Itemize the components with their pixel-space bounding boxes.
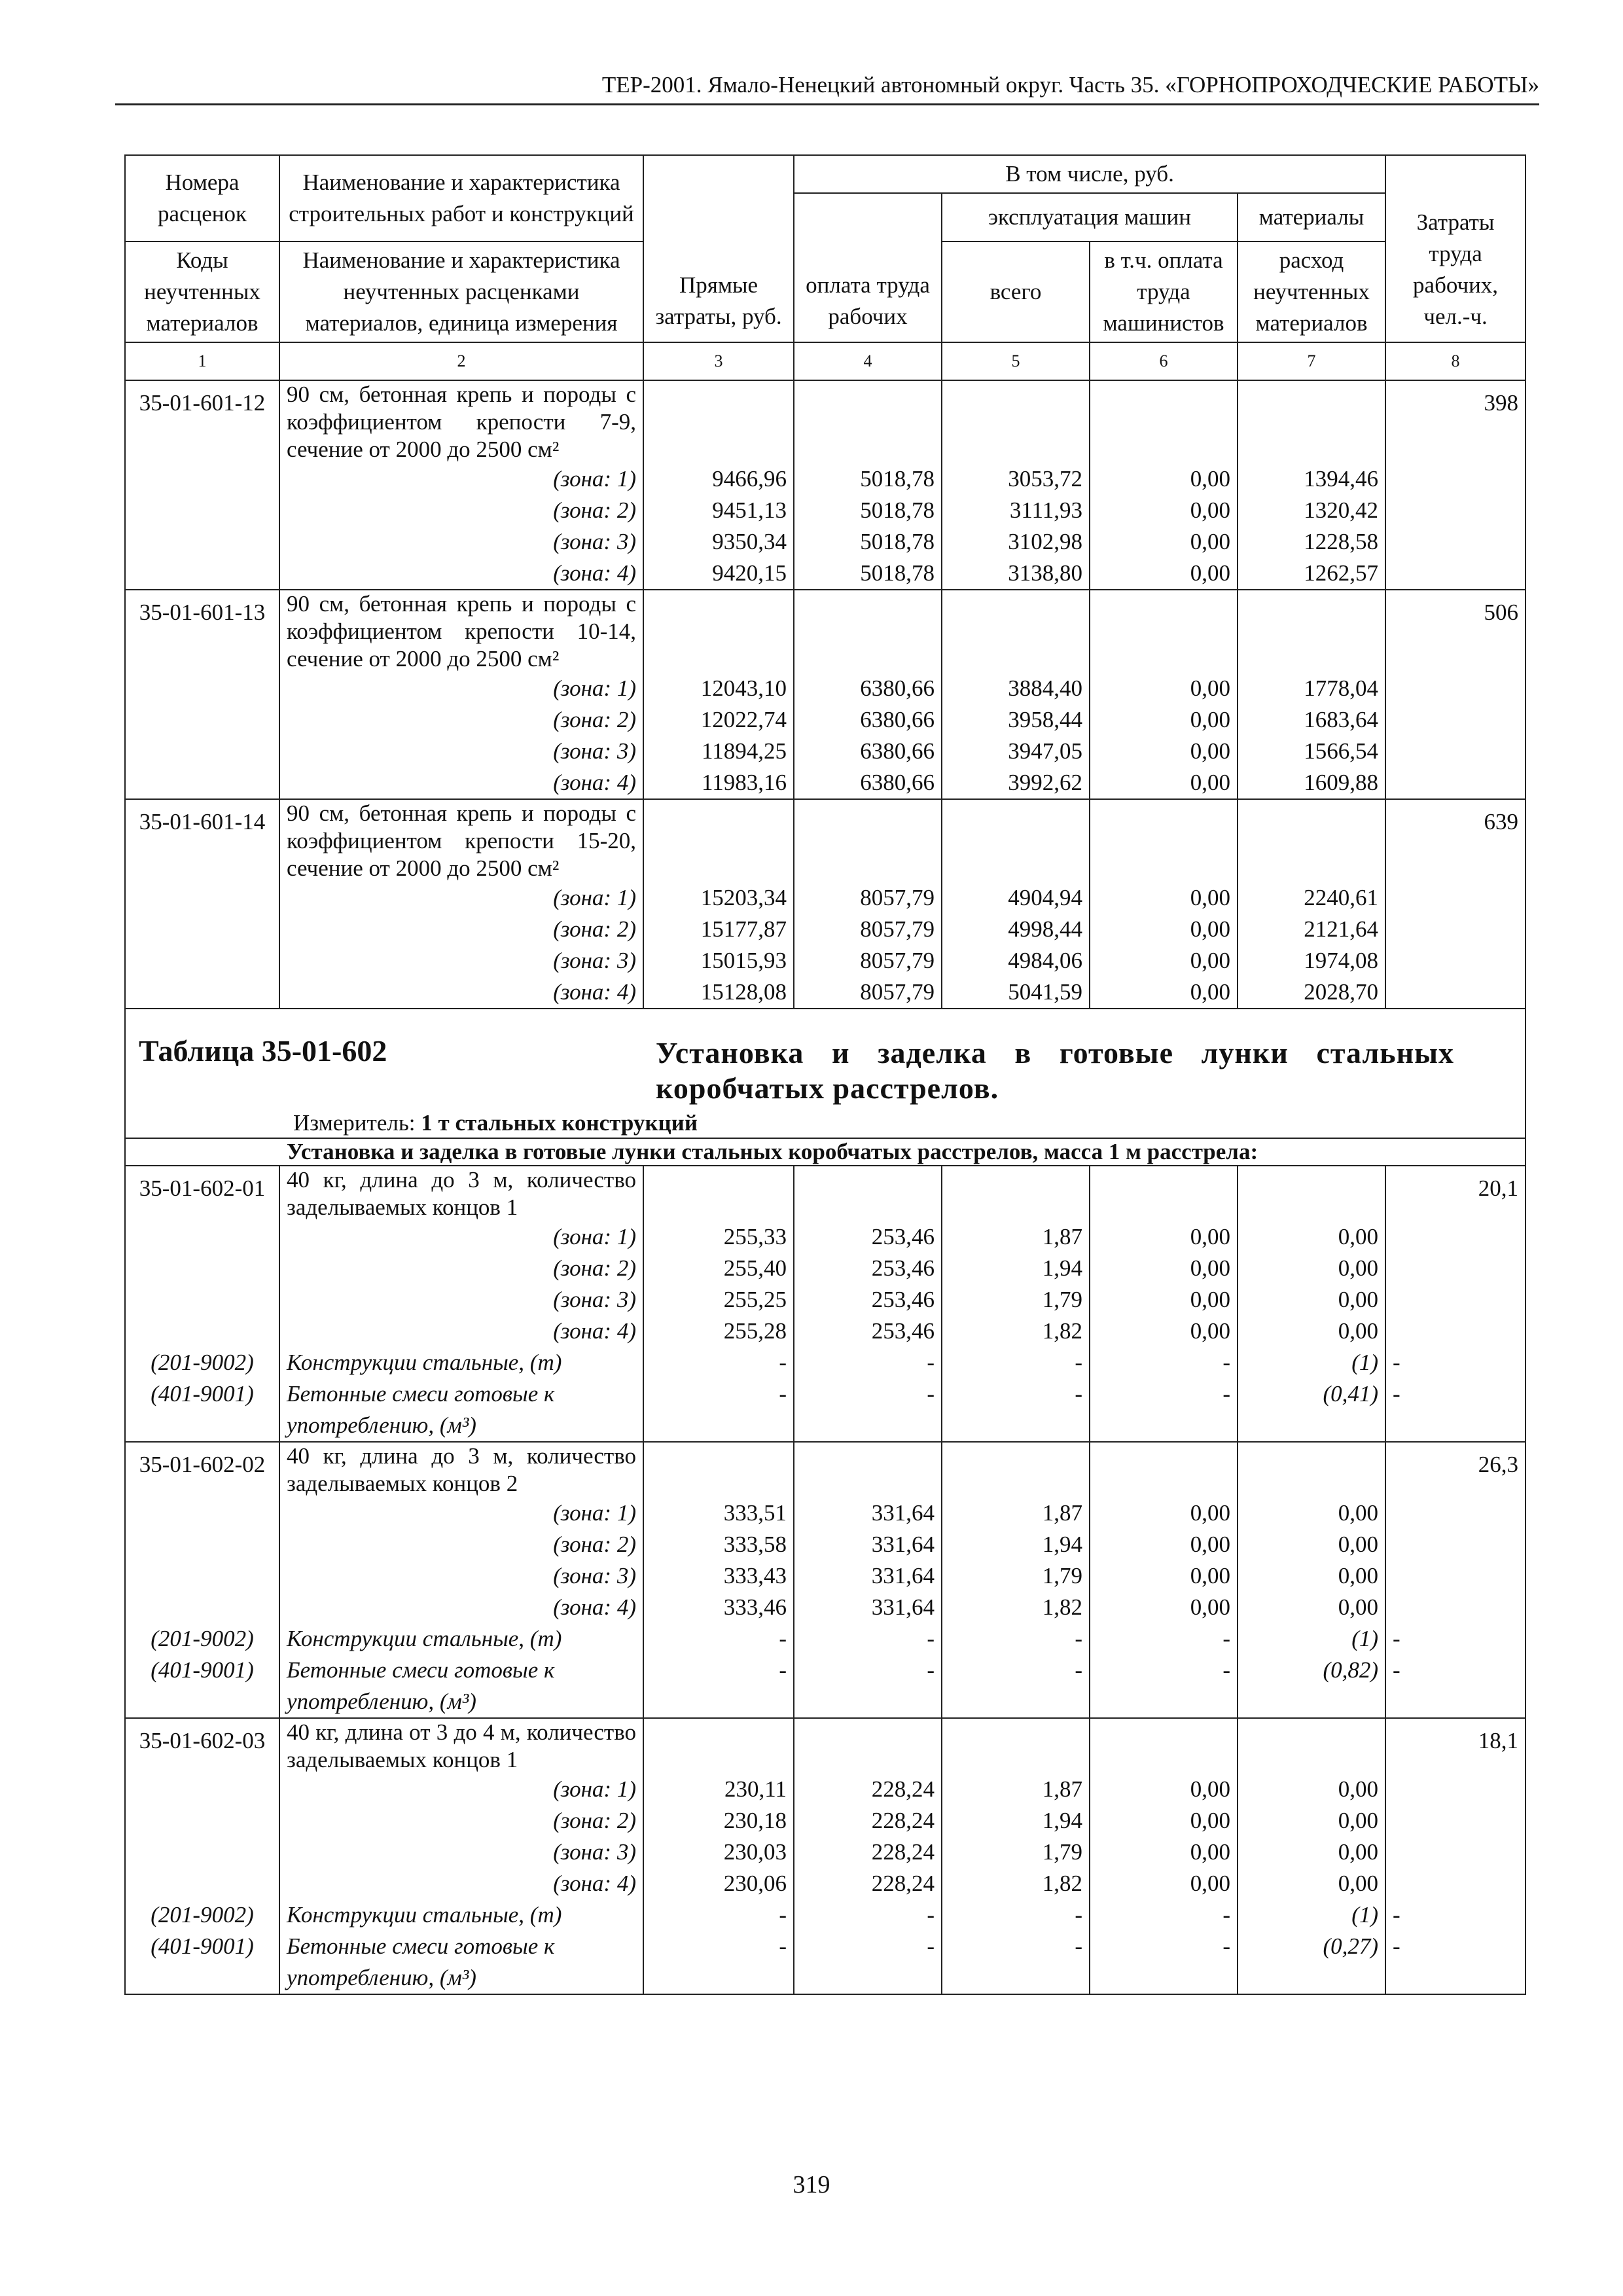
zone-row (125, 945, 1525, 977)
zone-row (125, 1221, 1525, 1253)
col-header-wages: оплата труда рабочих (794, 193, 942, 342)
value-cell: 5041,59 (942, 977, 1090, 1009)
resource-code: (201-9002) (125, 1623, 279, 1655)
resource-row (125, 1347, 1525, 1378)
zone-row (125, 1837, 1525, 1868)
zone-label: (зона: 3) (279, 1284, 643, 1316)
zone-label: (зона: 1) (279, 1774, 643, 1805)
rate-item (125, 380, 1525, 463)
value-cell: 333,51 (643, 1498, 794, 1529)
value-cell: 0,00 (1238, 1868, 1385, 1899)
rate-item (125, 590, 1525, 673)
rate-code: 35-01-601-14 (125, 799, 279, 882)
value-cell: 253,46 (794, 1221, 942, 1253)
value-cell: 1,87 (942, 1774, 1090, 1805)
value-cell: 0,00 (1238, 1498, 1385, 1529)
value-cell: 11894,25 (643, 736, 794, 767)
value-cell: 331,64 (794, 1529, 942, 1560)
zone-row (125, 558, 1525, 590)
zone-label: (зона: 1) (279, 882, 643, 914)
value-cell: 0,00 (1238, 1805, 1385, 1837)
zone-label: (зона: 4) (279, 1592, 643, 1623)
value-cell: 0,00 (1238, 1221, 1385, 1253)
resource-code: (201-9002) (125, 1347, 279, 1378)
value-cell: 3102,98 (942, 526, 1090, 558)
value-cell: 8057,79 (794, 914, 942, 945)
dash-cell: - (1385, 1378, 1525, 1442)
value-cell: 0,00 (1090, 882, 1238, 914)
resource-name: Конструкции стальные, (т) (279, 1347, 643, 1378)
value-cell: 0,00 (1238, 1774, 1385, 1805)
labor-cost: 506 (1385, 590, 1525, 673)
zone-row (125, 1316, 1525, 1347)
resource-row (125, 1655, 1525, 1718)
value-cell: 331,64 (794, 1592, 942, 1623)
resource-code: (401-9001) (125, 1378, 279, 1442)
page-number: 319 (793, 2171, 830, 2198)
value-cell: 9420,15 (643, 558, 794, 590)
dash-cell: - (942, 1623, 1090, 1655)
dash-cell: - (942, 1655, 1090, 1718)
dash-cell: - (794, 1378, 942, 1442)
zone-label: (зона: 3) (279, 1837, 643, 1868)
value-cell: 1683,64 (1238, 704, 1385, 736)
value-cell: 1566,54 (1238, 736, 1385, 767)
value-cell: 15203,34 (643, 882, 794, 914)
value-cell: 1974,08 (1238, 945, 1385, 977)
dash-cell: - (643, 1655, 794, 1718)
dash-cell: - (1385, 1347, 1525, 1378)
value-cell: 4904,94 (942, 882, 1090, 914)
dash-cell: - (1090, 1378, 1238, 1442)
zone-row (125, 1592, 1525, 1623)
col-header-direct-costs: Прямые затраты, руб. (643, 155, 794, 342)
value-cell: 0,00 (1238, 1253, 1385, 1284)
value-cell: 255,33 (643, 1221, 794, 1253)
resource-row (125, 1931, 1525, 1994)
table-title: Таблица 35-01-602 (139, 1034, 387, 1067)
resource-qty: (1) (1238, 1347, 1385, 1378)
dash-cell: - (794, 1623, 942, 1655)
value-cell: 0,00 (1090, 914, 1238, 945)
zone-label: (зона: 1) (279, 673, 643, 704)
value-cell: 230,06 (643, 1868, 794, 1899)
value-cell: 0,00 (1090, 1529, 1238, 1560)
dash-cell: - (942, 1931, 1090, 1994)
rate-code: 35-01-601-12 (125, 380, 279, 463)
value-cell: 2121,64 (1238, 914, 1385, 945)
labor-cost: 639 (1385, 799, 1525, 882)
dash-cell: - (1090, 1899, 1238, 1931)
dash-cell: - (643, 1378, 794, 1442)
value-cell: 3138,80 (942, 558, 1090, 590)
value-cell: 15128,08 (643, 977, 794, 1009)
value-cell: 1778,04 (1238, 673, 1385, 704)
dash-cell: - (1385, 1931, 1525, 1994)
col-number: 8 (1385, 342, 1525, 380)
resource-name: Бетонные смеси готовые к употреблению, (м³) (279, 1931, 643, 1994)
value-cell: 5018,78 (794, 526, 942, 558)
value-cell: 0,00 (1090, 1498, 1238, 1529)
zone-label: (зона: 4) (279, 767, 643, 799)
value-cell: 0,00 (1090, 673, 1238, 704)
rate-name: 90 см, бетонная крепь и породы с коэффициентом крепости 15-20, сечение от 2000 до 2500 см² (279, 799, 643, 882)
value-cell: 0,00 (1238, 1837, 1385, 1868)
value-cell: 333,58 (643, 1529, 794, 1560)
labor-cost: 398 (1385, 380, 1525, 463)
zone-row (125, 1253, 1525, 1284)
zone-row (125, 704, 1525, 736)
value-cell: 228,24 (794, 1837, 942, 1868)
zone-label: (зона: 4) (279, 977, 643, 1009)
rate-code: 35-01-602-02 (125, 1442, 279, 1498)
zone-label: (зона: 3) (279, 736, 643, 767)
value-cell: 1,87 (942, 1221, 1090, 1253)
zone-row (125, 495, 1525, 526)
resource-qty: (1) (1238, 1899, 1385, 1931)
value-cell: 331,64 (794, 1560, 942, 1592)
resource-code: (401-9001) (125, 1931, 279, 1994)
dash-cell: - (794, 1931, 942, 1994)
value-cell: 0,00 (1090, 1837, 1238, 1868)
zone-row (125, 1868, 1525, 1899)
col-header-machines-total: всего (942, 242, 1090, 342)
value-cell: 0,00 (1090, 1560, 1238, 1592)
measure-value: 1 т стальных конструкций (421, 1110, 698, 1136)
value-cell: 6380,66 (794, 704, 942, 736)
rates-table (124, 154, 1526, 1995)
value-cell: 15177,87 (643, 914, 794, 945)
value-cell: 1,79 (942, 1284, 1090, 1316)
dash-cell: - (942, 1347, 1090, 1378)
dash-cell: - (1385, 1623, 1525, 1655)
value-cell: 0,00 (1238, 1284, 1385, 1316)
col-header-material-use: расход неучтенных материалов (1238, 242, 1385, 342)
rate-name: 40 кг, длина до 3 м, количество заделываемых концов 1 (279, 1166, 643, 1221)
value-cell: 0,00 (1090, 526, 1238, 558)
value-cell: 12022,74 (643, 704, 794, 736)
zone-label: (зона: 2) (279, 1805, 643, 1837)
value-cell: 3992,62 (942, 767, 1090, 799)
value-cell: 1,82 (942, 1868, 1090, 1899)
value-cell: 1228,58 (1238, 526, 1385, 558)
value-cell: 1,79 (942, 1560, 1090, 1592)
value-cell: 0,00 (1090, 945, 1238, 977)
value-cell: 331,64 (794, 1498, 942, 1529)
value-cell: 228,24 (794, 1805, 942, 1837)
value-cell: 228,24 (794, 1774, 942, 1805)
value-cell: 0,00 (1090, 495, 1238, 526)
col-header-group: В том числе, руб. (794, 155, 1385, 193)
col-header-codes: Коды неучтенных материалов (125, 242, 279, 342)
value-cell: 333,46 (643, 1592, 794, 1623)
value-cell: 0,00 (1090, 1284, 1238, 1316)
zone-label: (зона: 4) (279, 1868, 643, 1899)
resource-code: (201-9002) (125, 1899, 279, 1931)
value-cell: 1,82 (942, 1316, 1090, 1347)
zone-row (125, 526, 1525, 558)
col-number: 3 (643, 342, 794, 380)
dash-cell: - (643, 1623, 794, 1655)
resource-qty: (0,27) (1238, 1931, 1385, 1994)
resource-code: (401-9001) (125, 1655, 279, 1718)
value-cell: 230,11 (643, 1774, 794, 1805)
value-cell: 0,00 (1090, 767, 1238, 799)
value-cell: 8057,79 (794, 945, 942, 977)
value-cell: 5018,78 (794, 558, 942, 590)
resource-name: Бетонные смеси готовые к употреблению, (м³) (279, 1378, 643, 1442)
value-cell: 5018,78 (794, 463, 942, 495)
zone-row (125, 1498, 1525, 1529)
col-number: 4 (794, 342, 942, 380)
value-cell: 333,43 (643, 1560, 794, 1592)
measure-label: Измеритель: (293, 1110, 416, 1136)
resource-row (125, 1623, 1525, 1655)
zone-row (125, 1560, 1525, 1592)
rate-name: 40 кг, длина до 3 м, количество заделываемых концов 2 (279, 1442, 643, 1498)
dash-cell: - (1090, 1347, 1238, 1378)
zone-label: (зона: 2) (279, 495, 643, 526)
zone-label: (зона: 2) (279, 1529, 643, 1560)
value-cell: 230,03 (643, 1837, 794, 1868)
zone-label: (зона: 3) (279, 945, 643, 977)
zone-row (125, 1529, 1525, 1560)
value-cell: 1609,88 (1238, 767, 1385, 799)
value-cell: 253,46 (794, 1284, 942, 1316)
zone-label: (зона: 2) (279, 1253, 643, 1284)
page-header: ТЕР-2001. Ямало-Ненецкий автономный округ. Часть 35. «ГОРНОПРОХОДЧЕСКИЕ РАБОТЫ» (601, 72, 1539, 98)
col-header-labor: Затраты труда рабочих, чел.-ч. (1385, 155, 1525, 342)
value-cell: 3111,93 (942, 495, 1090, 526)
col-header-materials-name: Наименование и характеристика неучтенных расценками материалов, единица измерения (279, 242, 643, 342)
value-cell: 255,28 (643, 1316, 794, 1347)
col-number: 5 (942, 342, 1090, 380)
value-cell: 2240,61 (1238, 882, 1385, 914)
labor-cost: 26,3 (1385, 1442, 1525, 1498)
zone-row (125, 977, 1525, 1009)
value-cell: 1,82 (942, 1592, 1090, 1623)
value-cell: 12043,10 (643, 673, 794, 704)
value-cell: 9350,34 (643, 526, 794, 558)
zone-label: (зона: 4) (279, 1316, 643, 1347)
dash-cell: - (1090, 1655, 1238, 1718)
value-cell: 0,00 (1090, 1316, 1238, 1347)
value-cell: 0,00 (1238, 1592, 1385, 1623)
value-cell: 3958,44 (942, 704, 1090, 736)
zone-row (125, 882, 1525, 914)
value-cell: 1320,42 (1238, 495, 1385, 526)
resource-qty: (0,82) (1238, 1655, 1385, 1718)
rate-code: 35-01-602-03 (125, 1718, 279, 1774)
zone-row (125, 736, 1525, 767)
value-cell: 9451,13 (643, 495, 794, 526)
resource-name: Бетонные смеси готовые к употреблению, (м³) (279, 1655, 643, 1718)
value-cell: 6380,66 (794, 673, 942, 704)
value-cell: 255,25 (643, 1284, 794, 1316)
col-number: 7 (1238, 342, 1385, 380)
resource-qty: (1) (1238, 1623, 1385, 1655)
rate-item (125, 1718, 1525, 1774)
resource-row (125, 1378, 1525, 1442)
header-rule (115, 103, 1539, 105)
value-cell: 1,94 (942, 1253, 1090, 1284)
value-cell: 253,46 (794, 1253, 942, 1284)
value-cell: 1262,57 (1238, 558, 1385, 590)
value-cell: 255,40 (643, 1253, 794, 1284)
value-cell: 0,00 (1090, 977, 1238, 1009)
value-cell: 0,00 (1090, 1774, 1238, 1805)
value-cell: 6380,66 (794, 736, 942, 767)
dash-cell: - (794, 1899, 942, 1931)
resource-name: Конструкции стальные, (т) (279, 1623, 643, 1655)
value-cell: 4998,44 (942, 914, 1090, 945)
rate-code: 35-01-602-01 (125, 1166, 279, 1221)
value-cell: 0,00 (1090, 1805, 1238, 1837)
zone-row (125, 1805, 1525, 1837)
value-cell: 3053,72 (942, 463, 1090, 495)
value-cell: 3947,05 (942, 736, 1090, 767)
zone-row (125, 463, 1525, 495)
dash-cell: - (942, 1899, 1090, 1931)
value-cell: 0,00 (1090, 1592, 1238, 1623)
resource-row (125, 1899, 1525, 1931)
value-cell: 0,00 (1090, 558, 1238, 590)
zone-label: (зона: 2) (279, 914, 643, 945)
value-cell: 1394,46 (1238, 463, 1385, 495)
value-cell: 0,00 (1090, 463, 1238, 495)
col-header-machines: эксплуатация машин (942, 193, 1238, 242)
value-cell: 6380,66 (794, 767, 942, 799)
value-cell: 8057,79 (794, 882, 942, 914)
resource-qty: (0,41) (1238, 1378, 1385, 1442)
value-cell: 253,46 (794, 1316, 942, 1347)
value-cell: 228,24 (794, 1868, 942, 1899)
value-cell: 15015,93 (643, 945, 794, 977)
section-heading: Установка и заделка в готовые лунки стальных коробчатых расстрелов, масса 1 м расстрела: (125, 1138, 1525, 1166)
col-number: 6 (1090, 342, 1238, 380)
dash-cell: - (1385, 1899, 1525, 1931)
value-cell: 1,79 (942, 1837, 1090, 1868)
value-cell: 9466,96 (643, 463, 794, 495)
dash-cell: - (643, 1931, 794, 1994)
value-cell: 0,00 (1238, 1316, 1385, 1347)
zone-row (125, 914, 1525, 945)
zone-label: (зона: 1) (279, 1221, 643, 1253)
value-cell: 5018,78 (794, 495, 942, 526)
value-cell: 11983,16 (643, 767, 794, 799)
labor-cost: 20,1 (1385, 1166, 1525, 1221)
col-number: 2 (279, 342, 643, 380)
value-cell: 0,00 (1090, 1868, 1238, 1899)
col-header-materials: материалы (1238, 193, 1385, 242)
zone-row (125, 1774, 1525, 1805)
zone-label: (зона: 2) (279, 704, 643, 736)
zone-label: (зона: 1) (279, 463, 643, 495)
dash-cell: - (643, 1347, 794, 1378)
zone-row (125, 767, 1525, 799)
value-cell: 2028,70 (1238, 977, 1385, 1009)
value-cell: 1,94 (942, 1529, 1090, 1560)
dash-cell: - (1385, 1655, 1525, 1718)
zone-label: (зона: 3) (279, 526, 643, 558)
value-cell: 0,00 (1090, 1221, 1238, 1253)
dash-cell: - (643, 1899, 794, 1931)
col-number: 1 (125, 342, 279, 380)
value-cell: 230,18 (643, 1805, 794, 1837)
rate-item (125, 1166, 1525, 1221)
value-cell: 0,00 (1090, 704, 1238, 736)
value-cell: 4984,06 (942, 945, 1090, 977)
resource-name: Конструкции стальные, (т) (279, 1899, 643, 1931)
rate-name: 40 кг, длина от 3 до 4 м, количество заделываемых концов 1 (279, 1718, 643, 1774)
value-cell: 3884,40 (942, 673, 1090, 704)
dash-cell: - (794, 1347, 942, 1378)
dash-cell: - (1090, 1931, 1238, 1994)
rate-item (125, 799, 1525, 882)
rate-code: 35-01-601-13 (125, 590, 279, 673)
zone-label: (зона: 4) (279, 558, 643, 590)
zone-row (125, 673, 1525, 704)
table-description: Установка и заделка в готовые лунки стальных коробчатых расстрелов. (656, 1036, 1454, 1105)
zone-row (125, 1284, 1525, 1316)
zone-label: (зона: 1) (279, 1498, 643, 1529)
rate-item (125, 1442, 1525, 1498)
value-cell: 8057,79 (794, 977, 942, 1009)
value-cell: 0,00 (1090, 736, 1238, 767)
zone-label: (зона: 3) (279, 1560, 643, 1592)
value-cell: 0,00 (1238, 1560, 1385, 1592)
col-header-operator-wages: в т.ч. оплата труда машинистов (1090, 242, 1238, 342)
value-cell: 0,00 (1238, 1529, 1385, 1560)
dash-cell: - (794, 1655, 942, 1718)
rate-name: 90 см, бетонная крепь и породы с коэффициентом крепости 10-14, сечение от 2000 до 2500 см² (279, 590, 643, 673)
rate-name: 90 см, бетонная крепь и породы с коэффициентом крепости 7-9, сечение от 2000 до 2500 см² (279, 380, 643, 463)
value-cell: 0,00 (1090, 1253, 1238, 1284)
labor-cost: 18,1 (1385, 1718, 1525, 1774)
value-cell: 1,87 (942, 1498, 1090, 1529)
col-header-work-name: Наименование и характеристика строительных работ и конструкций (279, 155, 643, 242)
dash-cell: - (1090, 1623, 1238, 1655)
col-header-rate-number: Номера расценок (125, 155, 279, 242)
dash-cell: - (942, 1378, 1090, 1442)
value-cell: 1,94 (942, 1805, 1090, 1837)
